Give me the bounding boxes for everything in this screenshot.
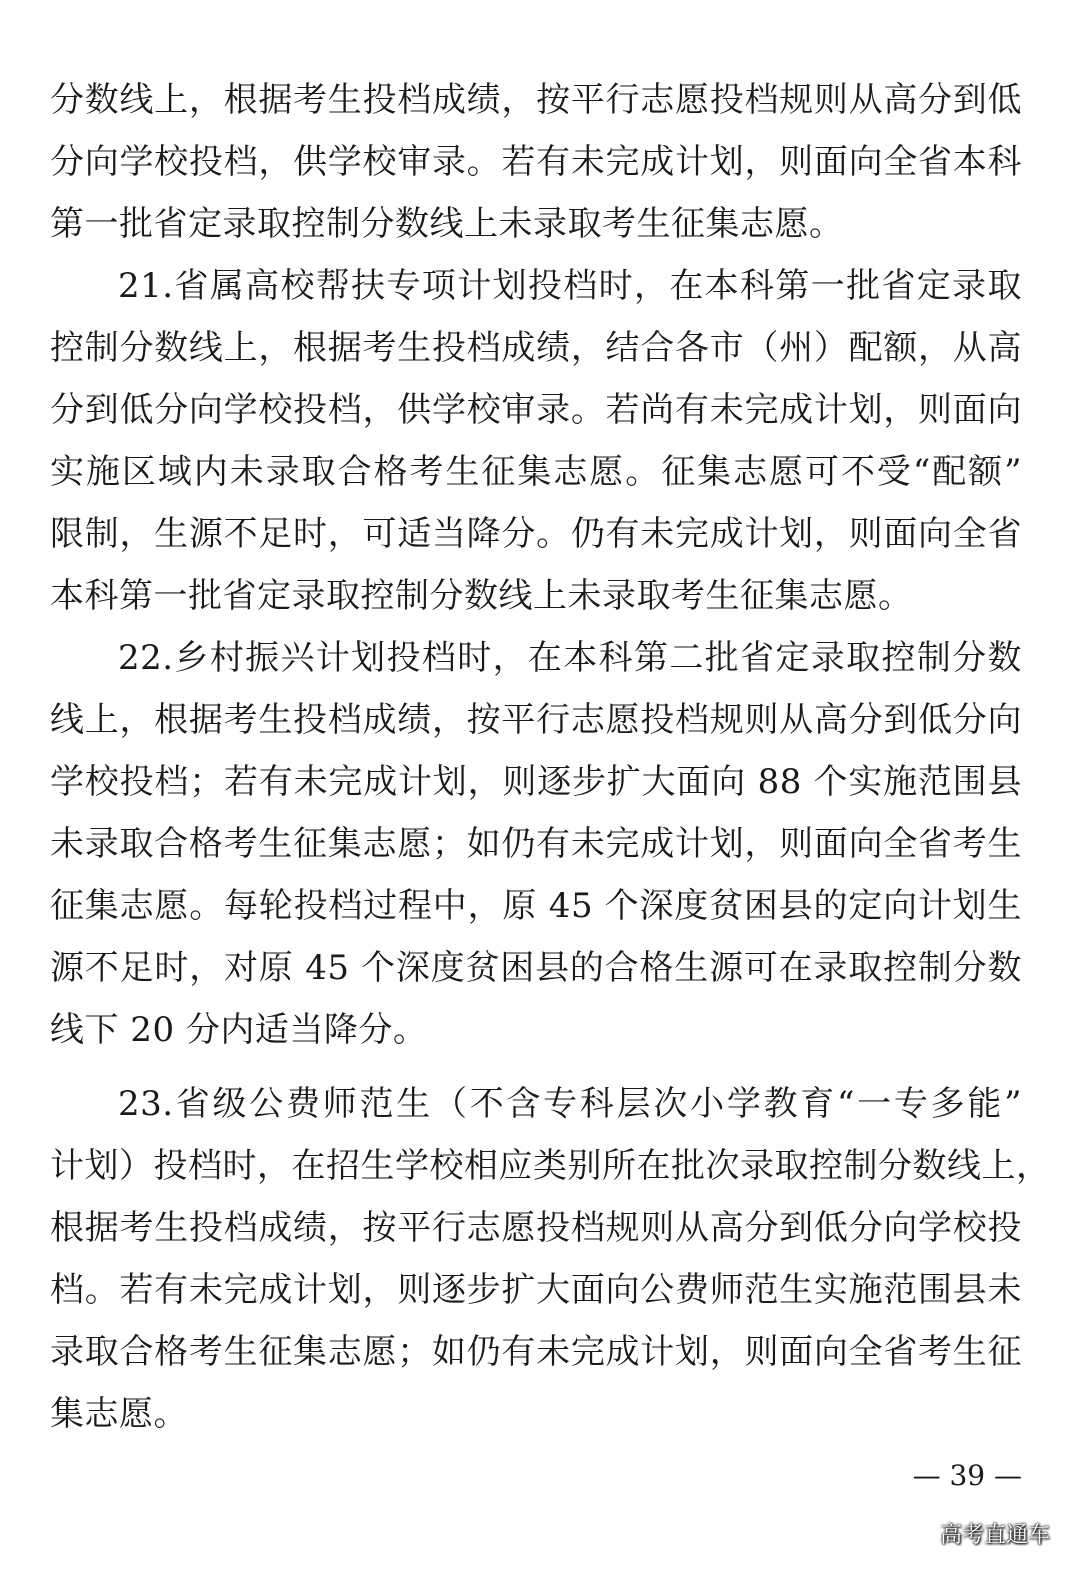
text-line: 征集志愿。每轮投档过程中，原 45 个深度贫困县的定向计划生: [50, 886, 1022, 926]
text-line: 档。若有未完成计划，则逐步扩大面向公费师范生实施范围县未: [50, 1270, 1022, 1310]
text-line: 线上，根据考生投档成绩，按平行志愿投档规则从高分到低分向: [50, 700, 1022, 740]
text-line: 限制，生源不足时，可适当降分。仍有未完成计划，则面向全省: [50, 514, 1022, 554]
text-line: 源不足时，对原 45 个深度贫困县的合格生源可在录取控制分数: [50, 948, 1022, 988]
text-line: 根据考生投档成绩，按平行志愿投档规则从高分到低分向学校投: [50, 1208, 1022, 1248]
watermark-text: 高考直通车: [939, 1523, 1050, 1548]
text-line: 计划）投档时，在招生学校相应类别所在批次录取控制分数线上，: [50, 1146, 1051, 1186]
paragraph-23-first-line: 23.省级公费师范生（不含专科层次小学教育“一专多能”: [118, 1084, 1022, 1124]
text-line: 未录取合格考生征集志愿；如仍有未完成计划，则面向全省考生: [50, 824, 1022, 864]
text-line: 第一批省定录取控制分数线上未录取考生征集志愿。: [50, 204, 844, 244]
text-line: 控制分数线上，根据考生投档成绩，结合各市（州）配额，从高: [50, 328, 1022, 368]
paragraph-21-first-line: 21.省属高校帮扶专项计划投档时，在本科第一批省定录取: [118, 266, 1022, 306]
text-line: 分数线上，根据考生投档成绩，按平行志愿投档规则从高分到低: [50, 80, 1022, 120]
text-line: 集志愿。: [50, 1394, 188, 1434]
page-number: — 39 —: [912, 1459, 1022, 1492]
text-line: 实施区域内未录取合格考生征集志愿。征集志愿可不受“配额”: [50, 452, 1022, 492]
paragraph-22-first-line: 22.乡村振兴计划投档时，在本科第二批省定录取控制分数: [118, 638, 1022, 678]
text-line: 本科第一批省定录取控制分数线上未录取考生征集志愿。: [50, 576, 913, 616]
text-line: 分向学校投档，供学校审录。若有未完成计划，则面向全省本科: [50, 142, 1022, 182]
text-line: 线下 20 分内适当降分。: [50, 1010, 428, 1050]
text-line: 学校投档；若有未完成计划，则逐步扩大面向 88 个实施范围县: [50, 762, 1022, 802]
text-line: 分到低分向学校投档，供学校审录。若尚有未完成计划，则面向: [50, 390, 1022, 430]
text-line: 录取合格考生征集志愿；如仍有未完成计划，则面向全省考生征: [50, 1332, 1022, 1372]
